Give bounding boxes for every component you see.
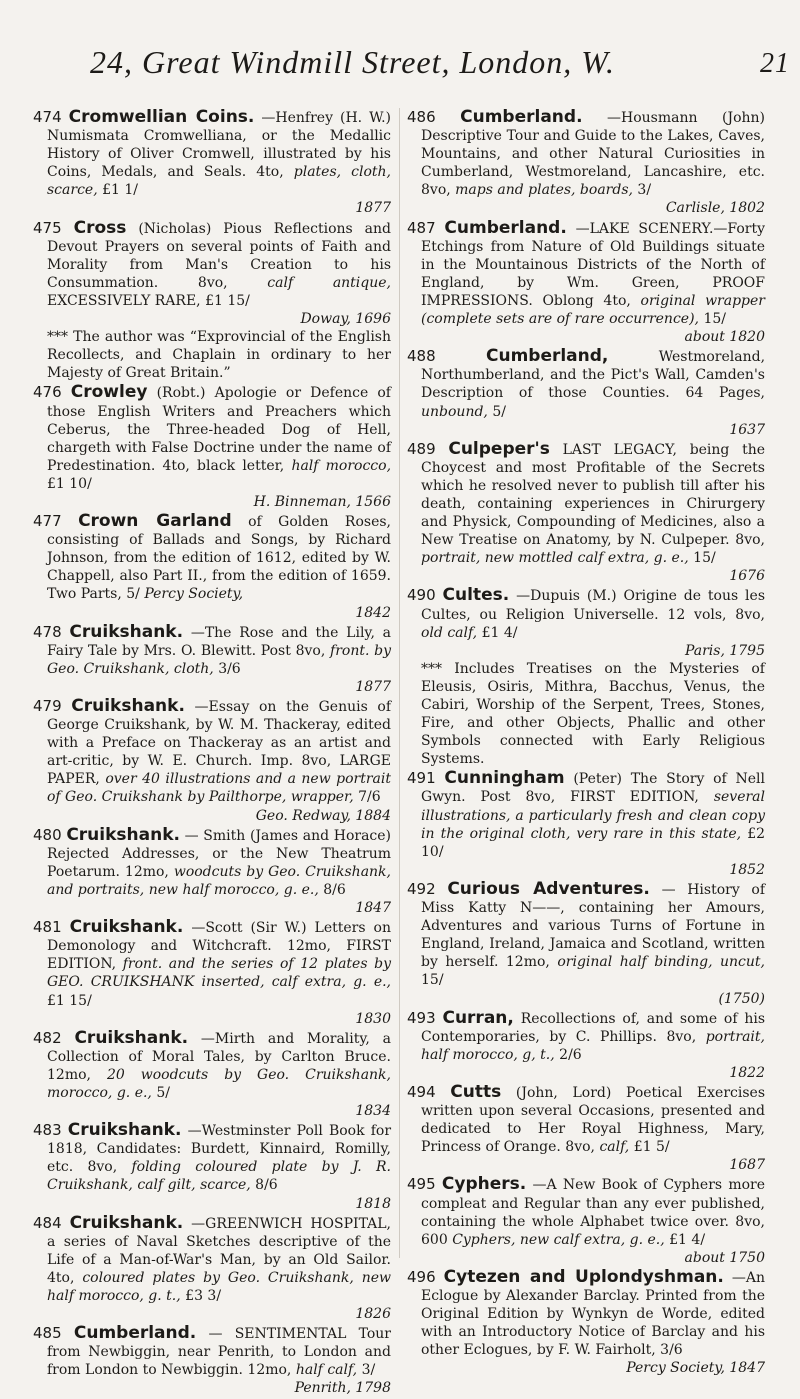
entry-format: calf, (599, 1139, 630, 1156)
entry-imprint: 1822 (729, 1064, 765, 1081)
entry-format: half calf, (295, 1362, 358, 1379)
catalogue-entry (33, 1214, 391, 1324)
entry-format: original half binding, uncut, (557, 954, 765, 971)
entry-format: half morocco, (291, 457, 392, 474)
catalogue-entry (407, 1175, 765, 1266)
entry-format: Percy Society, (144, 586, 244, 603)
entry-description: —An Eclogue by Alexander Barclay. Printed from the Original Edition by Wynkyn de Worde, edited with an Introductory Notice of Barclay and his other Eclogues, by F. W. Fairholt, (421, 1269, 765, 1359)
entry-heading: Cumberland. (444, 217, 567, 238)
entry-heading: Cunningham (444, 768, 565, 789)
entry-description: (John, Lord) Poetical Exercises written upon several Occasions, presented and dedicated to Her Royal Highness, Mary, Princess of Orange. 8vo, (421, 1084, 765, 1156)
entry-note: *** Includes Treatises on the Mysteries of Eleusis, Osiris, Mithra, Bacchus, Venus, the Cabiri, Worship of the Serpent, Trees, Stones, Fire, and other Objects, Phallic and other Symbols connected with Early Religious Systems. (421, 660, 765, 768)
entry-imprint: 1676 (729, 568, 765, 585)
entry-format: original wrapper (complete sets are of rare occurrence), (421, 292, 765, 328)
entry-price: 3/6 (218, 660, 241, 677)
entry-description: —A New Book of Cyphers more compleat and Regular than any ever published, containing the whole Alphabet twice over. 8vo, 600 (421, 1177, 766, 1248)
entry-number: 475 (33, 218, 62, 237)
entry-format: folding coloured plate by J. R. Cruikshank, calf gilt, scarce, (47, 1159, 391, 1194)
entry-heading: Cultes. (442, 585, 510, 606)
entry-description: (Peter) The Story of Nell Gwyn. Post 8vo, FIRST EDITION, (421, 771, 765, 806)
entry-imprint: 1842 (355, 604, 391, 621)
entry-format: maps and plates, boards, (455, 182, 633, 199)
entry-heading: Cruikshank. (69, 917, 184, 938)
entry-number: 494 (407, 1082, 436, 1101)
entry-description: — SENTIMENTAL Tour from Newbiggin, near Penrith, to London and from London to Newbiggin. 12mo, (47, 1326, 392, 1379)
catalogue-entry (407, 219, 765, 347)
entry-description: LAST LEGACY, being the Choycest and most Profitable of the Secrets which he resolved never to publish till after his death, containing experiences in Chirurgery and Physick, Compounding of Medicines, also a New Treatise on Anatomy, by N. Culpeper. 8vo, (421, 441, 766, 549)
catalogue-entry (407, 108, 765, 218)
catalogue-entry (33, 512, 391, 622)
entry-heading: Cyphers. (441, 1174, 527, 1195)
entry-imprint: Paris, 1795 (684, 642, 765, 659)
entry-price: 3/ (361, 1362, 376, 1379)
entry-number: 480 (33, 825, 62, 844)
entry-number: 489 (407, 439, 436, 458)
catalogue-entry (33, 918, 391, 1028)
entry-price: £1 4/ (669, 1231, 706, 1248)
entry-heading: Curious Adventures. (447, 878, 650, 899)
entry-heading: Cromwellian Coins. (68, 107, 255, 127)
entry-format: 20 woodcuts by Geo. Cruikshank, morocco, g. e., (47, 1066, 391, 1101)
entry-price: £3 3/ (185, 1288, 222, 1304)
entry-heading: Cutts (450, 1081, 502, 1102)
entry-format: several illustrations, a particularly fresh and clean copy in the original cloth, very rare in this state, (421, 789, 765, 842)
entry-note: *** The author was “Exprovincial of the English Recollects, and Chaplain in ordinary to her Majesty of Great Britain.” (47, 329, 391, 382)
catalogue-entry (33, 697, 391, 825)
entry-number: 483 (33, 1121, 62, 1140)
entry-heading: Curran, (442, 1007, 514, 1028)
left-column (33, 108, 391, 1399)
entry-price: 8/6 (323, 881, 346, 898)
entry-heading: Cruikshank. (69, 1212, 184, 1233)
entry-heading: Cumberland, (485, 346, 609, 367)
entry-heading: Cumberland. (73, 1323, 197, 1344)
entry-number: 481 (33, 918, 62, 937)
column-divider (399, 108, 400, 1258)
entry-imprint: Penrith, 1798 (294, 1380, 391, 1397)
entry-description: —GREENWICH HOSPITAL, a series of Naval Sketches descriptive of the Life of a Man-of-War's Man, by an Old Sailor. 4to, (47, 1215, 392, 1286)
entry-format: Cyphers, new calf extra, g. e., (452, 1231, 665, 1248)
entry-number: 478 (33, 622, 62, 641)
entry-format: unbound, (421, 403, 488, 420)
entry-description: Recollections of, and some of his Contemporaries, by C. Phillips. 8vo, (421, 1010, 766, 1045)
catalogue-entry (407, 440, 765, 586)
catalogue-entry (407, 1083, 765, 1174)
entry-imprint: (1750) (718, 990, 765, 1007)
entry-format: front. and the series of 12 plates by GEO. CRUIKSHANK inserted, calf extra, g. e., (47, 956, 391, 991)
entry-price: £1 10/ (47, 475, 92, 492)
entry-imprint: 1637 (729, 421, 765, 438)
entry-imprint: 1877 (355, 200, 391, 217)
entry-heading: Crown Garland (78, 511, 232, 532)
entry-format: plates, cloth, scarce, (47, 164, 392, 199)
entry-description: —The Rose and the Lily, a Fairy Tale by Mrs. O. Blewitt. Post 8vo, (47, 624, 392, 659)
entry-price: 7/6 (358, 789, 381, 806)
entry-format: portrait, new mottled calf extra, g. e., (421, 550, 689, 567)
entry-heading: Crowley (70, 382, 148, 403)
entry-description: (Nicholas) Pious Reflections and Devout Prayers on several points of Faith and Morality from Man's Creation to his Consummation. 8vo, (47, 220, 391, 291)
entry-imprint: about 1820 (684, 329, 765, 346)
catalogue-entry (407, 1009, 765, 1082)
entry-number: 488 (407, 347, 436, 366)
entry-imprint: Geo. Redway, 1884 (255, 807, 391, 824)
entry-description: — History of Miss Katty N——, containing her Amours, Adventures and various Turns of Fortune in England, Ireland, Jamaica and Scotland, written by herself. 12mo, (421, 881, 766, 971)
entry-number: 487 (407, 218, 436, 237)
entry-number: 476 (33, 383, 62, 402)
entry-imprint: 1830 (355, 1010, 391, 1027)
entry-format: over 40 illustrations and a new portrait of Geo. Cruikshank by Pailthorpe, wrapper, (47, 771, 392, 806)
entry-imprint: about 1750 (684, 1249, 765, 1266)
entry-price: £1 5/ (633, 1139, 670, 1156)
entry-description: Westmoreland, Northumberland, and the Pict's Wall, Camden's Description of those Counties. 64 Pages, (421, 349, 766, 402)
entry-heading: Cross (73, 217, 127, 238)
entry-price: £1 15/ (47, 992, 92, 1009)
catalogue-entry (33, 1029, 391, 1120)
entry-number: 495 (407, 1175, 436, 1194)
entry-number: 492 (407, 879, 436, 898)
entry-imprint: 1834 (355, 1103, 391, 1120)
entry-description: — Smith (James and Horace) Rejected Addresses, or the New Theatrum Poetarum. 12mo, (47, 827, 392, 880)
entry-description: (Robt.) Apologie or Defence of those English Writers and Preachers which Ceberus, the Three-headed Dog of Hell, chargeth with False Doctrine under the name of Predestination. 4to, black letter, (47, 385, 391, 474)
catalogue-entry (407, 1268, 765, 1378)
entry-number: 486 (407, 108, 436, 126)
entry-imprint: Carlisle, 1802 (665, 200, 765, 217)
entry-heading: Cruikshank. (74, 1027, 189, 1048)
catalogue-entry (407, 769, 765, 879)
entry-imprint: 1818 (355, 1195, 391, 1212)
entry-heading: Cruikshank. (67, 1120, 182, 1141)
entry-number: 482 (33, 1028, 62, 1047)
catalogue-entry (407, 347, 765, 438)
entry-heading: Cruikshank. (66, 824, 180, 845)
entry-price: £2 10/ (421, 825, 766, 860)
entry-description: —LAKE SCENERY.—Forty Etchings from Nature of Old Buildings situate in the Mountainous Districts of the North of England, by Wm. Green, PROOF IMPRESSIONS. Oblong 4to, (421, 220, 766, 309)
entry-number: 485 (33, 1324, 62, 1343)
entry-price: £1 4/ (481, 624, 518, 641)
entry-price: 8/6 (255, 1177, 278, 1194)
entry-price: 15/ (421, 972, 444, 989)
entry-format: front. by Geo. Cruikshank, cloth, (47, 642, 392, 677)
entry-price: 2/6 (559, 1046, 582, 1063)
entry-imprint: 1877 (355, 678, 391, 695)
catalogue-entry (33, 383, 391, 511)
entry-imprint: Doway, 1696 (300, 311, 391, 328)
entry-price: 5/ (156, 1084, 170, 1101)
entry-description: —Westminster Poll Book for 1818, Candidates: Burdett, Kinnaird, Romilly, etc. 8vo, (47, 1123, 392, 1176)
page-number: 21 (760, 48, 790, 79)
entry-price: £1 1/ (102, 182, 138, 199)
entry-format: old calf, (421, 624, 478, 641)
entry-number: 479 (33, 697, 62, 715)
entry-format: woodcuts by Geo. Cruikshank, and portraits, new half morocco, g. e., (47, 863, 391, 898)
entry-imprint: 1826 (355, 1306, 391, 1323)
entry-price: 3/6 (660, 1342, 683, 1359)
entry-price: 5/ (492, 403, 506, 420)
catalogue-entry (33, 623, 391, 696)
entry-imprint: H. Binneman, 1566 (253, 493, 391, 510)
entry-description: —Scott (Sir W.) Letters on Demonology and Witchcraft. 12mo, FIRST EDITION, (47, 920, 391, 973)
entry-price: 15/ (693, 550, 716, 567)
entry-price: 15/ (703, 311, 726, 328)
catalogue-entry (33, 219, 391, 383)
entry-description: of Golden Roses, consisting of Ballads and Songs, by Richard Johnson, from the edition of 1612, edited by W. Chappell, also Part II., from the edition of 1659. Two Parts, 5/ (47, 514, 391, 603)
entry-description: —Housmann (John) Descriptive Tour and Guide to the Lakes, Caves, Mountains, and other Natural Curiosities in Cumberland, Westmoreland, Lancashire, etc. 8vo, (421, 110, 765, 199)
catalogue-entry (407, 880, 765, 1008)
entry-description: —Mirth and Morality, a Collection of Moral Tales, by Carlton Bruce. 12mo, (47, 1030, 392, 1083)
entry-number: 491 (407, 769, 436, 788)
entry-imprint: 1687 (729, 1157, 765, 1174)
entry-heading: Cruikshank. (71, 696, 185, 716)
entry-heading: Culpeper's (448, 438, 550, 459)
entry-format: portrait, half morocco, g, t., (421, 1028, 765, 1063)
catalogue-entry (33, 1121, 391, 1212)
entry-number: 490 (407, 586, 436, 605)
entry-heading: Cruikshank. (69, 621, 184, 642)
entry-number: 474 (33, 108, 62, 126)
entry-description: —Essay on the Genuis of George Cruikshank, by W. M. Thackeray, edited with a Preface on Thackeray as an artist and art-critic, by W. E. Church. Imp. 8vo, LARGE PAPER, (47, 699, 392, 788)
page-title: 24, Great Windmill Street, London, W. (90, 44, 615, 80)
entry-heading: Cytezen and Uplondyshman. (443, 1266, 724, 1287)
entry-price: EXCESSIVELY RARE, £1 15/ (47, 292, 250, 309)
entry-format: coloured plates by Geo. Cruikshank, new half morocco, g. t., (47, 1269, 391, 1304)
entry-imprint: 1852 (729, 861, 765, 878)
entry-number: 477 (33, 512, 62, 531)
entry-imprint: Percy Society, 1847 (626, 1360, 765, 1377)
entry-number: 484 (33, 1213, 62, 1232)
catalogue-entry (33, 1324, 391, 1397)
entry-imprint: 1847 (355, 900, 391, 917)
right-column (407, 108, 765, 1378)
catalogue-entry (407, 586, 765, 768)
entry-number: 496 (407, 1267, 436, 1286)
entry-description: —Henfrey (H. W.) Numismata Cromwelliana, or the Medallic History of Oliver Cromwell, illustrated by his Coins, Medals, and Seals. 4to, (47, 110, 392, 181)
entry-description: —Dupuis (M.) Origine de tous les Cultes, ou Religion Universelle. 12 vols, 8vo, (421, 588, 766, 623)
catalogue-entry (33, 108, 391, 218)
catalogue-entry (33, 826, 391, 917)
entry-format: calf antique, (267, 274, 391, 291)
entry-number: 493 (407, 1008, 436, 1027)
entry-heading: Cumberland. (460, 107, 583, 127)
entry-price: 3/ (637, 182, 652, 199)
